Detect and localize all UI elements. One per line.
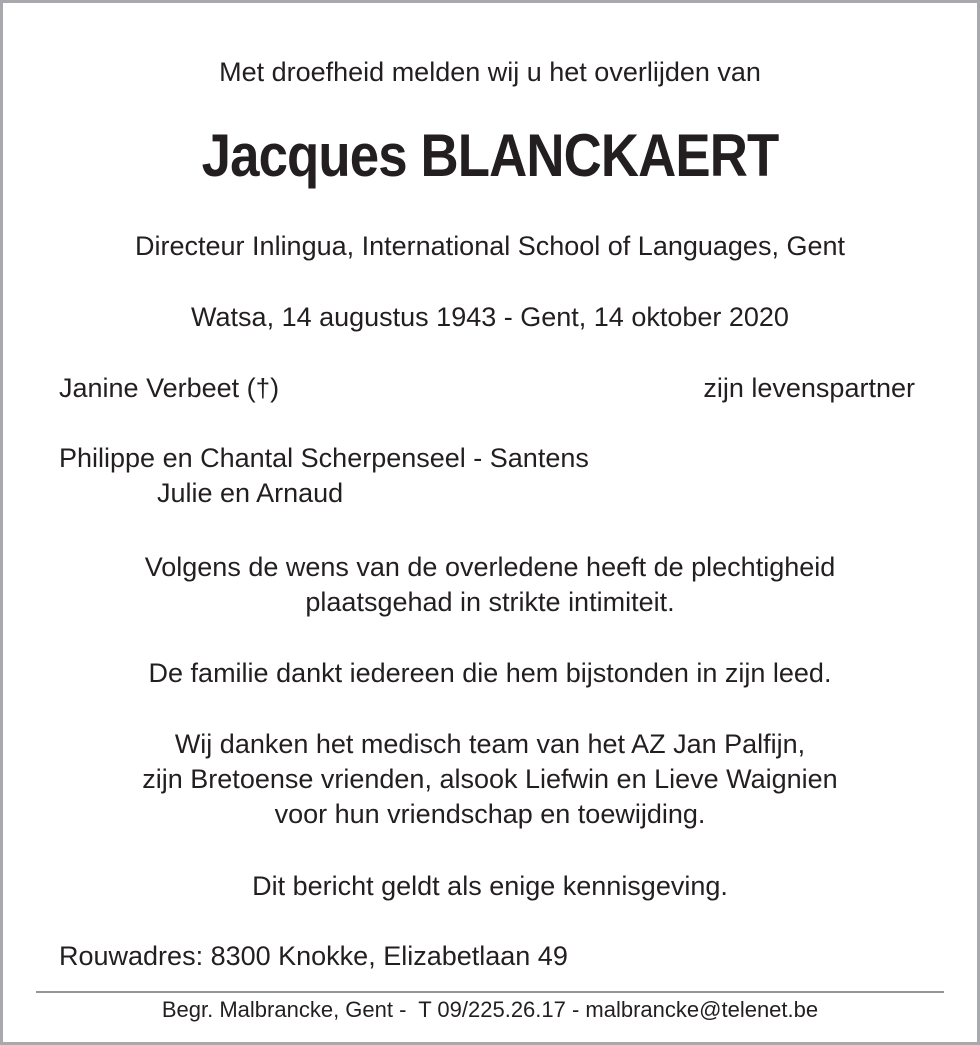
intro-text: Met droefheid melden wij u het overlijden van xyxy=(219,57,761,87)
life-dates: Watsa, 14 augustus 1943 - Gent, 14 oktober 2020 xyxy=(191,302,789,332)
family-couple: Philippe en Chantal Scherpenseel - Santens xyxy=(59,443,589,473)
partner-name: Janine Verbeet ( xyxy=(59,373,256,403)
partner-relation: zijn levenspartner xyxy=(703,373,915,403)
deceased-title: Directeur Inlingua, International School of Languages, Gent xyxy=(135,231,845,261)
footer-divider xyxy=(36,991,944,993)
funeral-home-footer: Begr. Malbrancke, Gent - T 09/225.26.17 - malbrancke@telenet.be xyxy=(161,997,819,1022)
cross-icon: † xyxy=(255,373,271,403)
thanks-line-2: zijn Bretoense vrienden, alsook Liefwin en Lieve Waignien xyxy=(142,764,838,794)
thanks-line-1: Wij danken het medisch team van het AZ Jan Palfijn, xyxy=(174,729,806,759)
ceremony-line-1: Volgens de wens van de overledene heeft de plechtigheid xyxy=(144,552,836,582)
thanks-line-3: voor hun vriendschap en toewijding. xyxy=(274,799,706,829)
ceremony-line-2: plaatsgehad in strikte intimiteit. xyxy=(305,587,675,617)
partner-entry xyxy=(59,371,279,405)
family-children: Julie en Arnaud xyxy=(157,478,344,508)
notice-text: Dit bericht geldt als enige kennisgeving. xyxy=(252,871,728,901)
address: Rouwadres: 8300 Knokke, Elizabetlaan 49 xyxy=(59,941,568,971)
partner-close: ) xyxy=(270,373,280,403)
deceased-name: Jacques BLANCKAERT xyxy=(201,122,779,189)
thanks-all: De familie dankt iedereen die hem bijstonden in zijn leed. xyxy=(148,658,832,688)
